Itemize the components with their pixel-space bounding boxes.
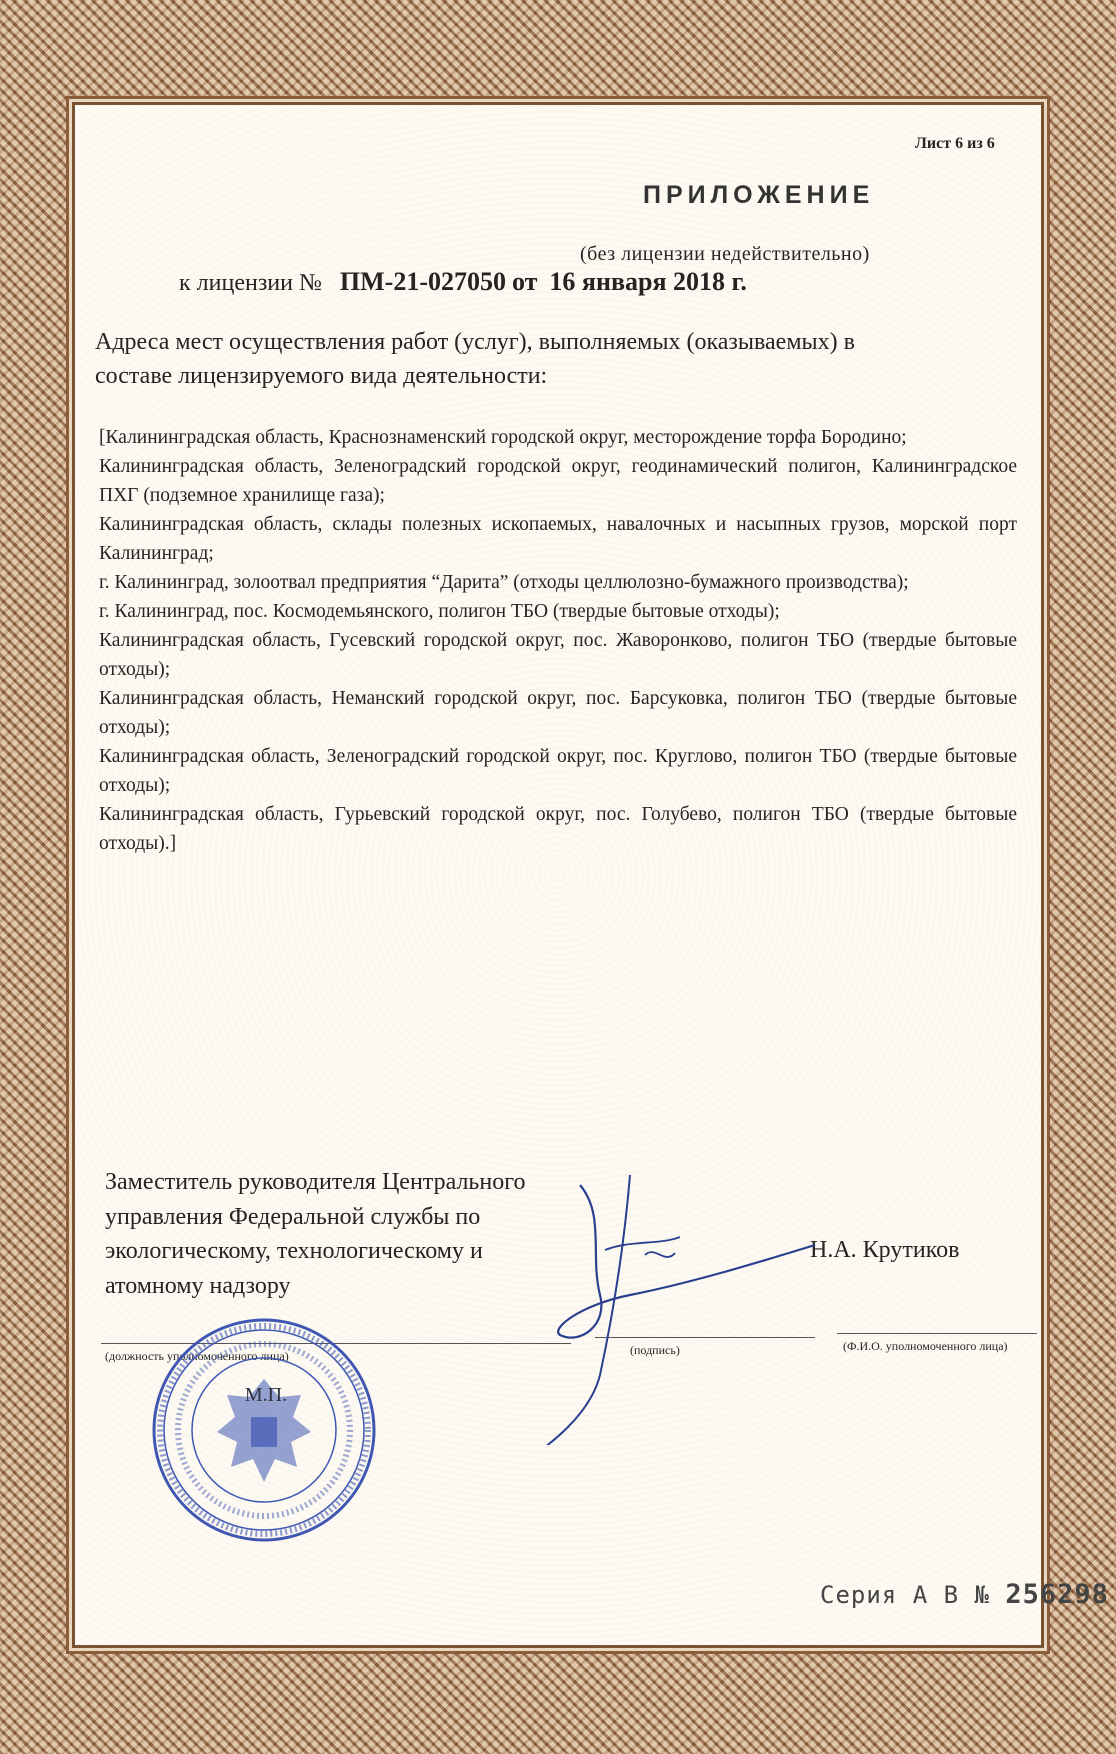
appendix-title: ПРИЛОЖЕНИЕ <box>643 181 875 209</box>
address-item: г. Калининград, золоотвал предприятия “Дарита” (отходы целлюлозно-бумажного производства); <box>99 572 909 593</box>
handwritten-signature <box>430 1145 830 1445</box>
address-item: Калининградская область, Зеленоградский городской округ, геодинамический полигон, Калининградское ПХГ (подземное хранилище газа); <box>99 456 1017 506</box>
address-list <box>99 423 1017 858</box>
license-number: ПМ-21-027050 <box>339 267 506 296</box>
signatory-name: Н.А. Крутиков <box>810 1237 960 1263</box>
sheet-number: Лист 6 из 6 <box>915 135 995 152</box>
address-item: [Калининградская область, Краснознаменский городской округ, месторождение торфа Бородино; <box>99 427 907 448</box>
address-item: г. Калининград, пос. Космодемьянского, полигон ТБО (твердые бытовые отходы); <box>99 601 780 622</box>
series-number <box>820 1579 1109 1610</box>
license-reference <box>179 267 747 297</box>
name-line <box>837 1333 1037 1334</box>
address-item: Калининградская область, склады полезных ископаемых, навалочных и насыпных грузов, морской порт Калининград; <box>99 514 1017 564</box>
seal-label: М.П. <box>244 1384 288 1406</box>
series-label: Серия А В № <box>820 1581 990 1609</box>
ornamental-frame <box>72 102 1109 1648</box>
license-from: от <box>511 267 538 296</box>
name-caption: (Ф.И.О. уполномоченного лица) <box>843 1339 1008 1353</box>
license-prefix: к лицензии № <box>179 270 322 296</box>
signatory-position: Заместитель руководителя Центрального управления Федеральной службы по экологическому, технологическому и атомному надзору <box>105 1169 526 1299</box>
address-item: Калининградская область, Гурьевский городской округ, пос. Голубево, полигон ТБО (твердые бытовые отходы).] <box>99 804 1017 854</box>
address-item: Калининградская область, Неманский городской округ, пос. Барсуковка, полигон ТБО (твердые бытовые отходы); <box>99 688 1017 738</box>
official-seal <box>151 1317 377 1543</box>
addresses-heading: Адреса мест осуществления работ (услуг), выполняемых (оказываемых) в составе лицензируемого вида деятельности: <box>95 329 855 389</box>
document-body <box>75 105 1109 1645</box>
position-caption: (должность уполномоченного лица) <box>105 1349 289 1363</box>
signature-caption: (подпись) <box>630 1343 680 1357</box>
address-item: Калининградская область, Гусевский городской округ, пос. Жаворонково, полигон ТБО (твердые бытовые отходы); <box>99 630 1017 680</box>
validity-note: (без лицензии недействительно) <box>580 243 870 265</box>
address-item: Калининградская область, Зеленоградский городской округ, пос. Круглово, полигон ТБО (твердые бытовые отходы); <box>99 746 1017 796</box>
series-digits: 256298 <box>1005 1579 1109 1610</box>
license-date: 16 января 2018 г. <box>549 267 747 296</box>
